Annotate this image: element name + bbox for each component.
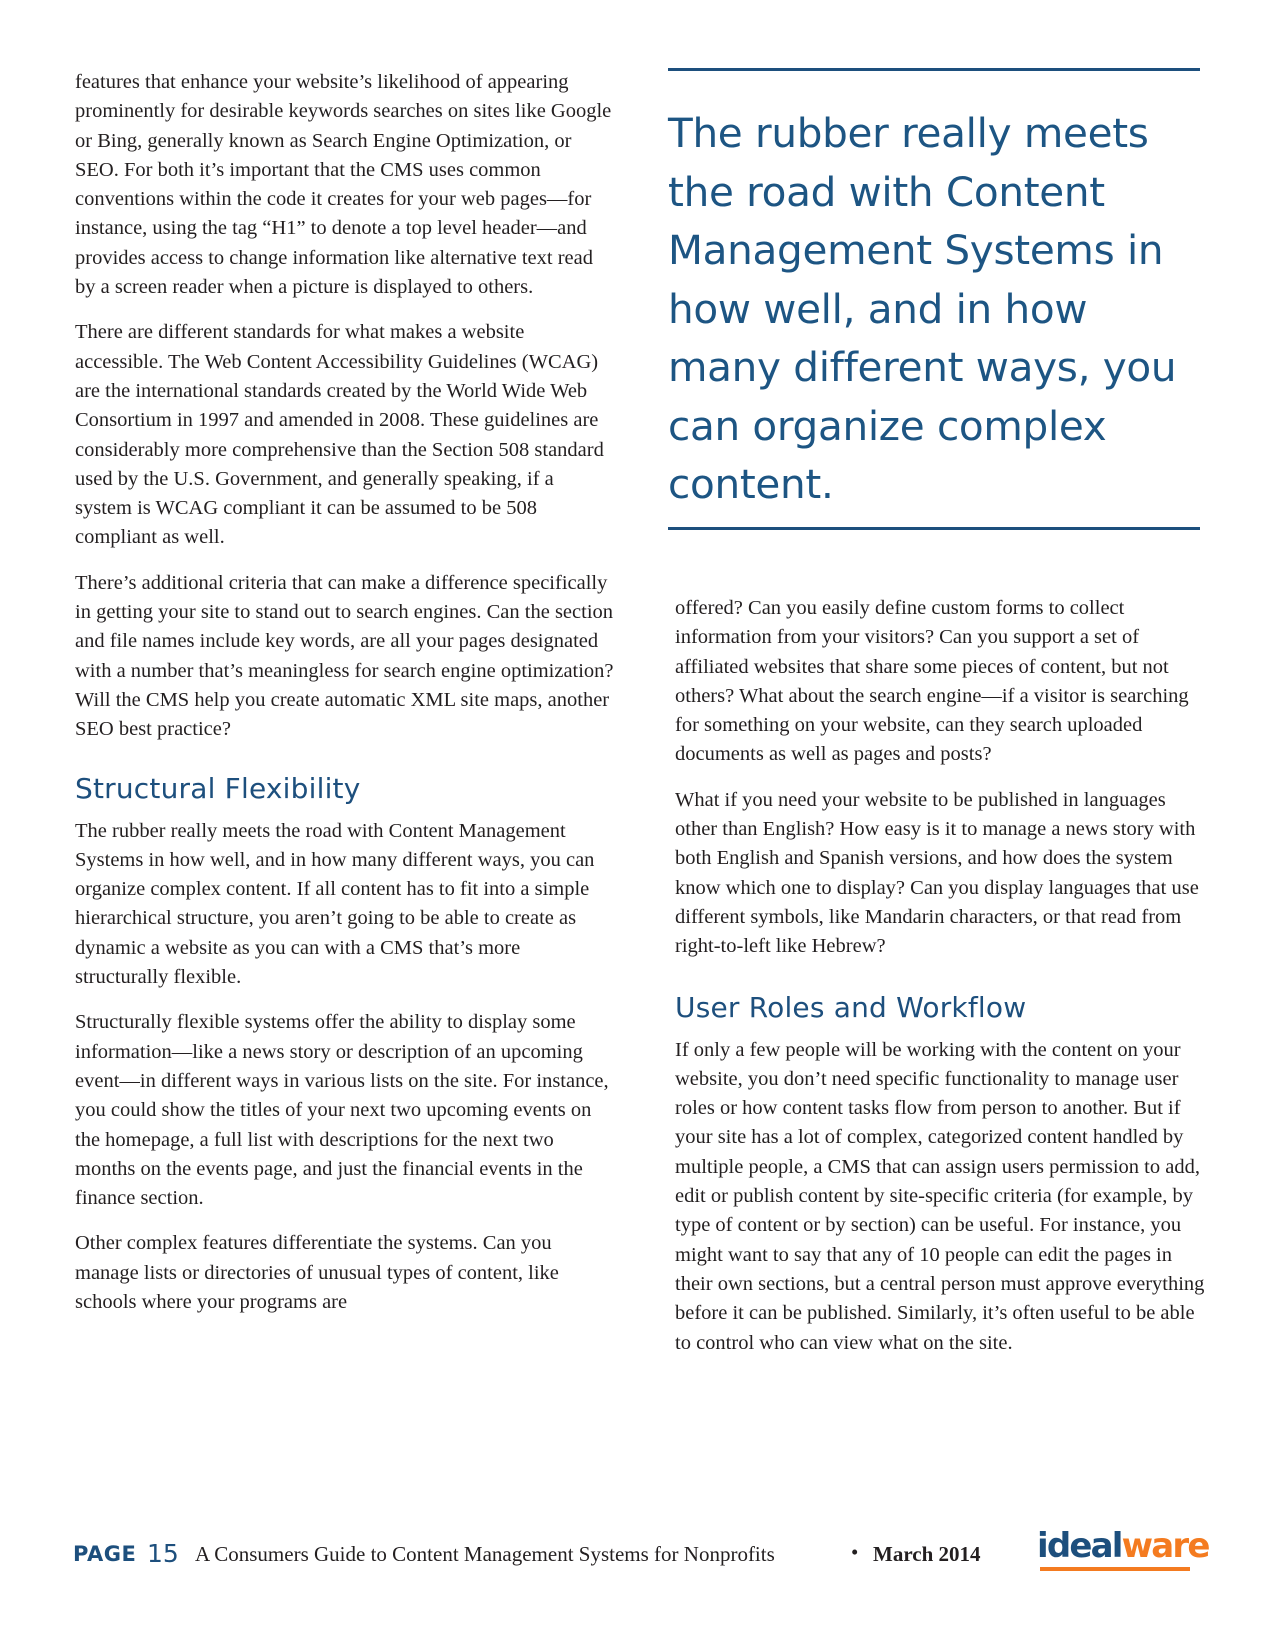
page-number: 15: [147, 1539, 179, 1568]
page-label: PAGE: [73, 1542, 137, 1566]
section-heading-user-roles: User Roles and Workflow: [675, 990, 1027, 1024]
right-column: [675, 594, 1210, 1374]
section-heading-structural-flexibility: Structural Flexibility: [75, 771, 361, 805]
idealware-logo: [1037, 1526, 1209, 1566]
footer-bullet: •: [851, 1540, 859, 1564]
pull-quote-box: [668, 68, 1200, 530]
logo-underline: [1040, 1567, 1190, 1571]
logo-part-ideal: ideal: [1037, 1526, 1122, 1566]
body-paragraph: features that enhance your website’s likelihood of appearing prominently for desirable keywords searches on sites like Google or Bing, generally known as Search Engine Optimization, or SEO. For both it’s important that the CMS uses common conventions within the code it creates for your web pages—for instance, using the tag “H1” to denote a top level header—and provides access to change information like alternative text read by a screen reader when a picture is displayed to others.: [75, 71, 612, 299]
body-paragraph: There’s additional criteria that can make a difference specifically in getting your site to stand out to search engines. Can the section and file names include key words, are all your pages designated with a number that’s meaningless for search engine optimization? Will the CMS help you create automatic XML site maps, another SEO best practice?: [75, 571, 614, 741]
body-paragraph: offered? Can you easily define custom forms to collect information from your visitors? Can you support a set of affiliated websites that share some pieces of content, but not others? What about the search engine—if a visitor is searching for something on your website, can they search uploaded documents as well as pages and posts?: [675, 597, 1189, 766]
body-paragraph: Structurally flexible systems offer the ability to display some information—like a news story or description of an upcoming event—in different ways in various lists on the site. For instance, you could show the titles of your next two upcoming events on the homepage, a full list with descriptions for the next two months on the events page, and just the financial events in the finance section.: [75, 1011, 609, 1210]
body-paragraph: If only a few people will be working with the content on your website, you don’t need specific functionality to manage user roles or how content tasks flow from person to another. But if your site has a lot of complex, categorized content handled by multiple people, a CMS that can assign users permission to add, edit or publish content by site-specific criteria (for example, by type of content or by section) can be useful. For instance, you might want to say that any of 10 people can edit the pages in their own sections, but a central person must approve everything before it can be published. Similarly, it’s often useful to be able to control who can view what on the site.: [675, 1038, 1205, 1354]
body-paragraph: The rubber really meets the road with Content Management Systems in how well, and in how many different ways, you can organize complex content. If all content has to fit into a simple hierarchical structure, you aren’t going to be able to create as dynamic a website as you can with a CMS that’s more structurally flexible.: [75, 819, 595, 989]
document-date: March 2014: [873, 1542, 981, 1566]
left-column: [75, 68, 615, 1333]
body-paragraph: What if you need your website to be published in languages other than English? How easy is it to manage a news story with both English and Spanish versions, and how does the system know which one to display? Can you display languages that use different symbols, like Mandarin characters, or that read from right-to-left like Hebrew?: [675, 788, 1199, 958]
document-title: A Consumers Guide to Content Management Systems for Nonprofits: [195, 1542, 775, 1566]
body-paragraph: Other complex features differentiate the systems. Can you manage lists or directories of unusual types of content, like schools where your programs are: [75, 1232, 559, 1313]
pull-quote-text: The rubber really meets the road with Content Management Systems in how well, and in how many different ways, you can organize complex content.: [668, 109, 1177, 508]
logo-part-ware: ware: [1121, 1526, 1209, 1566]
body-paragraph: There are different standards for what makes a website accessible. The Web Content Accessibility Guidelines (WCAG) are the international standards created by the World Wide Web Consortium in 1997 and amended in 2008. These guidelines are considerably more comprehensive than the Section 508 standard used by the U.S. Government, and generally speaking, if a system is WCAG compliant it can be assumed to be 508 compliant as well.: [75, 321, 604, 549]
